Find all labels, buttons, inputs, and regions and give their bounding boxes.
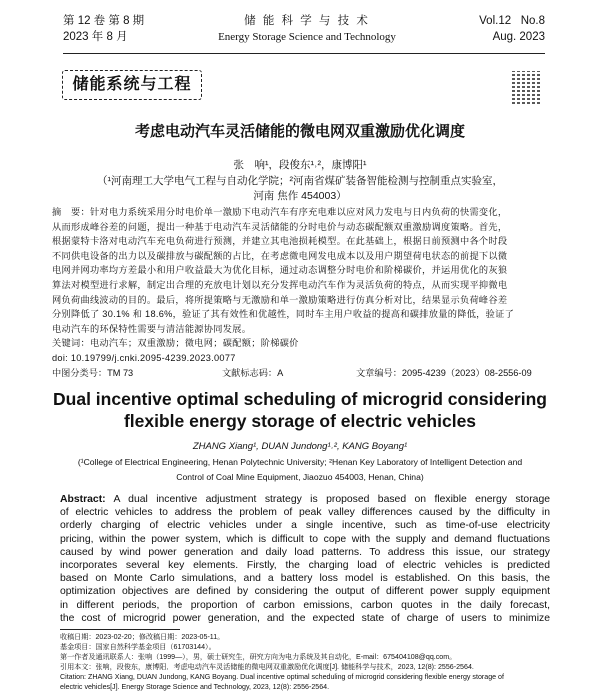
abstract-cn-line: 不同供电设备的出力以及碳排放与碳配额的占比，在考虑微电网发电成本以及用户期望荷电状态的前提下以微 — [52, 250, 508, 261]
authors-cn: 张 响¹，段俊东¹˒²，康博阳¹ — [233, 159, 367, 171]
affiliation-cn-1: （¹河南理工大学电气工程与自动化学院；²河南省煤矿装备智能检测与控制重点实验室， — [97, 175, 503, 187]
abstract-cn-line: 分别降低了 30.1% 和 18.6%，验证了其有效性和优越性，同时车主用户收益的提高和碳排放量的降低，验证了 — [52, 309, 515, 320]
title-en — [0, 388, 600, 432]
abstract-en — [60, 493, 550, 625]
abstract-cn-line: 根据蒙特卡洛对电动汽车充电负荷进行预测，并建立其电池损耗模型。在此基础上，根据日前预测中各个时段 — [52, 236, 508, 247]
received-date: 收稿日期：2023-02-20；修改稿日期：2023-05-11。 — [60, 633, 225, 641]
affiliation-cn-2: 河南 焦作 454003） — [253, 190, 347, 202]
keywords-cn: 关键词：电动汽车；双重激励；微电网；碳配额；阶梯碳价 — [52, 338, 299, 349]
abstract-label: Abstract: — [60, 494, 106, 505]
title-cn: 考虑电动汽车灵活储能的微电网双重激励优化调度 — [134, 123, 465, 140]
abstract-en-line: caused by wind power generation and daily load patterns. To address this issue, our strategy — [60, 546, 550, 558]
doi: doi: 10.19799/j.cnki.2095-4239.2023.0077 — [52, 352, 236, 363]
header-rule — [63, 53, 545, 54]
abstract-cn-line: 算法对模型进行求解，制定出合理的充放电计划以充分发挥电动汽车作为灵活负荷的特点，从而实现平抑微电 — [52, 279, 508, 290]
first-author: 第一作者及通讯联系人：张响（1999—），男，硕士研究生，研究方向为电力系统及其自动化，E-mail：675404108@qq.com。 — [60, 653, 457, 661]
date-en: Aug. 2023 — [492, 31, 545, 43]
footnotes — [60, 632, 550, 692]
volume-en: Vol.12 No.8 — [479, 15, 545, 27]
abstract-en-line: of electric vehicles to address the problem of peak valley differences caused by the difficulty in — [60, 507, 550, 519]
qr-code — [512, 71, 542, 104]
abstract-cn — [52, 205, 547, 366]
abstract-en-line: pricing, within the power system, which is difficult to cope with the supply and demand fluctuations — [60, 533, 550, 545]
class-number: 中图分类号：TM 73 — [52, 368, 134, 378]
authors-en: ZHANG Xiang¹, DUAN Jundong¹˒², KANG Boyang¹ — [192, 441, 408, 452]
citation-en-cont: electric vehicles[J]. Energy Storage Science and Technology, 2023, 12(8): 2556-2564. — [60, 683, 330, 691]
journal-name-en: Energy Storage Science and Technology — [218, 31, 396, 43]
abstract-en-line: optimization objectives are defined by considering the output of different power supply equipment — [60, 586, 550, 598]
abstract-cn-line: 摘 要：针对电力系统采用分时电价单一激励下电动汽车有序充电难以应对风力发电与日内负荷的快需变化， — [52, 207, 508, 217]
section-label: 储能系统与工程 — [62, 70, 202, 100]
abstract-cn-line: 电网并网功率均方差最小和用户收益最大为优化目标，通过动态调整分时电价和阶梯碳价，并运用优化的灰狼 — [52, 265, 508, 276]
citation-cn: 引用本文：张响，段俊东，康博阳．考虑电动汽车灵活储能的微电网双重激励优化调度[J]. 储能科学与技术，2023, 12(8): 2556-2564. — [60, 663, 474, 671]
abstract-en-line: A dual incentive adjustment strategy is proposed based on flexible energy storage — [105, 494, 550, 505]
abstract-en-line: based on Monte Carlo simulations, and a battery loss model is established. On this basis, the — [60, 573, 550, 585]
funding: 基金项目：国家自然科学基金项目（61703144）。 — [60, 643, 216, 651]
affiliation-en-2: Control of Coal Mine Equipment, Jiaozuo 454003, Henan, China) — [176, 472, 424, 482]
journal-name-cn: 储 能 科 学 与 技 术 — [244, 15, 370, 27]
date-cn: 2023 年 8 月 — [63, 31, 128, 43]
abstract-en-line: orderly charging of electric vehicles under a single incentive, such as time-of-use electricity — [60, 520, 550, 532]
abstract-cn-line: 网负荷曲线波动的目的。最后，将所提策略与无激励和单一激励策略进行仿真分析对比，结果显示负荷峰谷差 — [52, 294, 508, 305]
abstract-en-line: in different periods, the proportion of carbon emissions, carbon quotes in the daily forecast, — [60, 599, 550, 611]
citation-en: Citation: ZHANG Xiang, DUAN Jundong, KANG Boyang. Dual incentive optimal scheduling of microgrid considering flexible energy storage of — [60, 673, 504, 681]
abstract-cn-line: 电动汽车的环保特性需要与清洁能源协同发展。 — [52, 323, 252, 334]
title-en-line: Dual incentive optimal scheduling of microgrid considering — [53, 389, 547, 409]
abstract-en-line: the cost of microgrid power generation, and the expected state of charge of users to minimize — [60, 612, 550, 624]
document-code: 文献标志码：A — [222, 368, 284, 378]
abstract-en-line: incorporates several key elements. Firstly, the charging load of electric vehicles is predicted — [60, 559, 550, 571]
affiliation-en-1: (¹College of Electrical Engineering, Henan Polytechnic University; ²Henan Key Laboratory of Intelligent Detection and — [77, 457, 523, 467]
volume-cn: 第 12 卷 第 8 期 — [63, 15, 145, 27]
footnote-rule — [60, 629, 180, 630]
article-number: 文章编号：2095-4239（2023）08-2556-09 — [356, 368, 532, 378]
title-en-line: flexible energy storage of electric vehicles — [123, 411, 477, 431]
abstract-cn-line: 从而形成峰谷差的问题，提出一种基于电动汽车灵活储能的分时电价与动态碳配额双重激励调度策略。首先， — [52, 221, 508, 232]
